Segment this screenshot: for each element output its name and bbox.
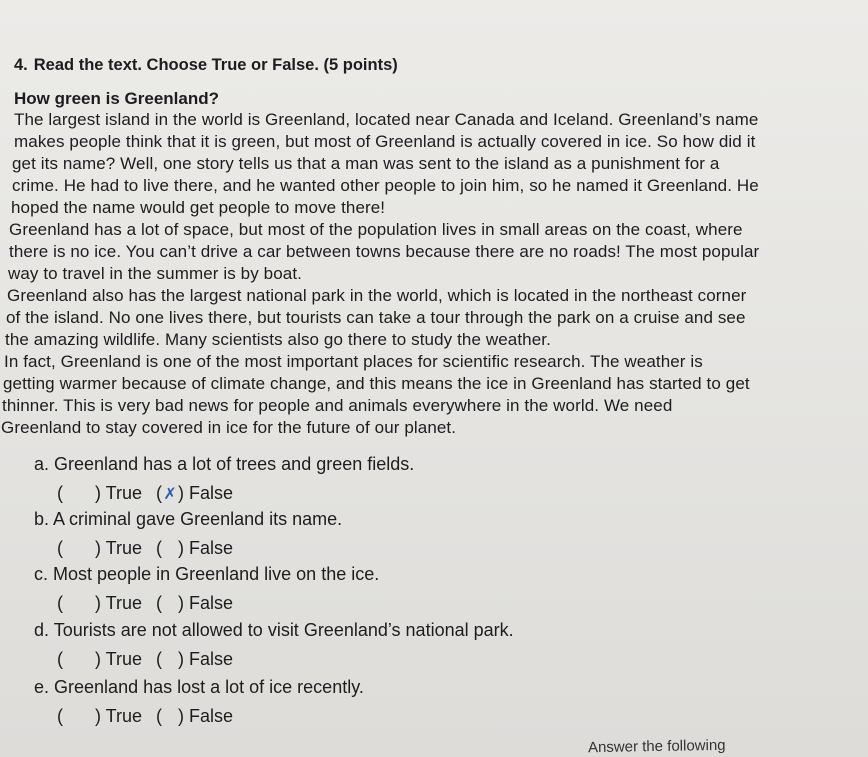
false-option[interactable]: ( ) False bbox=[156, 649, 234, 669]
true-label: ) True bbox=[95, 706, 143, 726]
article-line: getting warmer because of climate change, and this means the ice in Greenland has started to get bbox=[3, 374, 750, 393]
article-title: How green is Greenland? bbox=[14, 89, 219, 108]
question-c bbox=[34, 564, 379, 585]
question-text: Tourists are not allowed to visit Greenland’s national park. bbox=[53, 620, 514, 640]
false-label: ) False bbox=[178, 538, 234, 558]
answer-options-c bbox=[57, 593, 233, 614]
false-option[interactable]: ( ) False bbox=[156, 538, 234, 558]
article-line: get its name? Well, one story tells us that a man was sent to the island as a punishment for a bbox=[12, 154, 720, 173]
article-line: makes people think that it is green, but most of Greenland is actually covered in ice. So how did it bbox=[14, 132, 756, 151]
answer-options-d bbox=[57, 649, 233, 670]
question-text: A criminal gave Greenland its name. bbox=[53, 509, 343, 529]
question-text: Most people in Greenland live on the ice. bbox=[53, 564, 380, 584]
question-a bbox=[34, 454, 414, 475]
article-line: In fact, Greenland is one of the most important places for scientific research. The weather is bbox=[4, 352, 703, 371]
false-option[interactable]: ( ) False bbox=[156, 706, 234, 726]
question-letter: c. bbox=[34, 564, 49, 584]
true-label: ) True bbox=[95, 649, 143, 669]
question-e bbox=[34, 677, 364, 698]
article-line: the amazing wildlife. Many scientists also go there to study the weather. bbox=[5, 330, 551, 349]
true-label: ) True bbox=[95, 593, 143, 613]
question-letter: a. bbox=[34, 454, 50, 474]
answer-options-b bbox=[57, 538, 233, 559]
question-letter: e. bbox=[34, 677, 50, 697]
exercise-header bbox=[14, 56, 398, 75]
article-line: Greenland to stay covered in ice for the future of our planet. bbox=[1, 418, 457, 437]
article-line: of the island. No one lives there, but tourists can take a tour through the park on a cruise and see bbox=[6, 308, 746, 327]
false-label: ) False bbox=[178, 706, 234, 726]
question-d bbox=[34, 620, 514, 641]
true-option[interactable]: ( ) True bbox=[57, 483, 143, 503]
article-line: Greenland also has the largest national park in the world, which is located in the northeast corner bbox=[7, 286, 747, 305]
exercise-number: 4. bbox=[14, 56, 28, 74]
question-letter: b. bbox=[34, 509, 50, 529]
article-line: thinner. This is very bad news for people and animals everywhere in the world. We need bbox=[2, 396, 673, 415]
article-line: The largest island in the world is Greenland, located near Canada and Iceland. Greenland’s name bbox=[14, 110, 759, 129]
article-line: crime. He had to live there, and he wanted other people to join him, so he named it Greenland. He bbox=[12, 176, 759, 195]
false-label: ) False bbox=[178, 649, 234, 669]
true-label: ) True bbox=[95, 483, 143, 503]
false-option[interactable]: ( ✗ ) False bbox=[156, 483, 234, 503]
question-letter: d. bbox=[34, 620, 50, 640]
article-line: way to travel in the summer is by boat. bbox=[8, 264, 302, 283]
false-label: ) False bbox=[178, 483, 234, 503]
question-text: Greenland has lost a lot of ice recently. bbox=[54, 677, 364, 697]
true-option[interactable]: ( ) True bbox=[57, 593, 143, 613]
article-line: hoped the name would get people to move there! bbox=[11, 198, 386, 217]
article-line: Greenland has a lot of space, but most of the population lives in small areas on the coast, where bbox=[9, 220, 743, 239]
false-option[interactable]: ( ) False bbox=[156, 593, 234, 613]
false-label: ) False bbox=[178, 593, 234, 613]
question-b bbox=[34, 509, 342, 530]
true-option[interactable]: ( ) True bbox=[57, 706, 143, 726]
exercise-instruction: Read the text. Choose True or False. (5 points) bbox=[33, 56, 398, 74]
false-mark-check: ✗ bbox=[163, 485, 177, 503]
cut-off-next-instruction: Answer the following bbox=[587, 736, 726, 757]
true-label: ) True bbox=[95, 538, 143, 558]
question-text: Greenland has a lot of trees and green fields. bbox=[54, 454, 415, 474]
answer-options-a bbox=[57, 483, 233, 504]
article-line: there is no ice. You can’t drive a car between towns because there are no roads! The most popular bbox=[9, 242, 760, 261]
answer-options-e bbox=[57, 706, 233, 727]
true-option[interactable]: ( ) True bbox=[57, 649, 143, 669]
true-option[interactable]: ( ) True bbox=[57, 538, 143, 558]
